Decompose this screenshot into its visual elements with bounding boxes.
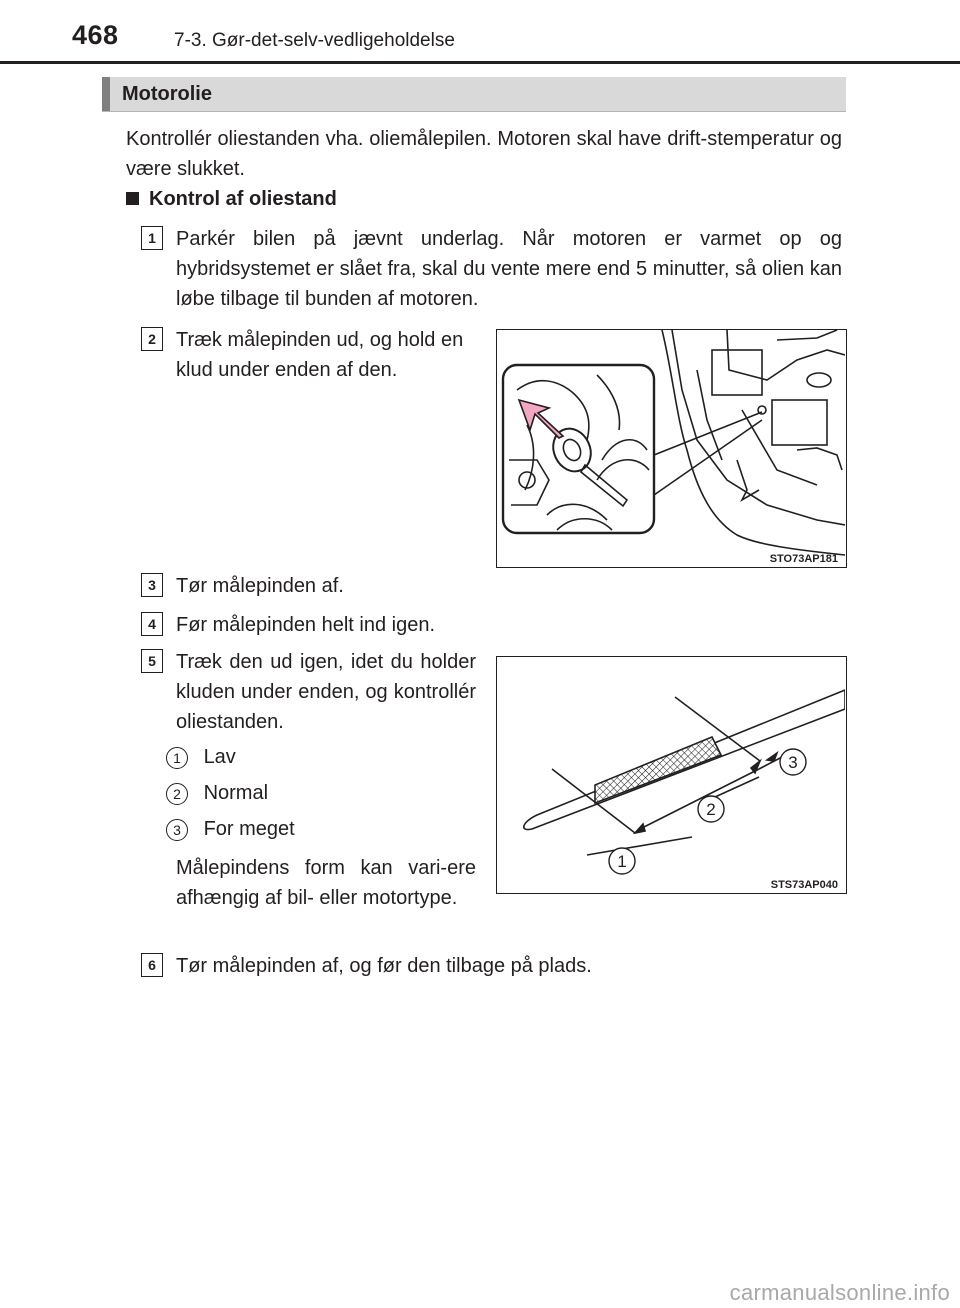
square-bullet-icon: [126, 192, 139, 205]
header-divider: [0, 61, 960, 64]
section-accent: [102, 77, 110, 111]
callout-1-label: 1: [617, 852, 627, 871]
callout-2-marker: 2: [166, 783, 188, 805]
step-text-3: Tør målepinden af.: [176, 575, 344, 597]
step-number-4: 4: [141, 612, 163, 636]
legend-label: For meget: [203, 818, 295, 840]
figure-code: STO73AP181: [769, 553, 838, 565]
step-text-2: Træk målepinden ud, og hold en klud under enden af den.: [176, 329, 464, 381]
callout-2-label: 2: [706, 800, 716, 819]
legend-item-low: [166, 746, 236, 769]
step-text-4: Før målepinden helt ind igen.: [176, 614, 436, 636]
chapter-title: 7-3. Gør-det-selv-vedligeholdelse: [174, 30, 455, 51]
figure-code: STS73AP040: [770, 879, 838, 891]
section-intro: Kontrollér oliestanden vha. oliemålepilen. Motoren skal have drift-stemperatur og være slukket.: [126, 128, 842, 180]
step-text-5: Træk den ud igen, idet du holder kluden under enden, og kontrollér oliestanden.: [176, 651, 476, 733]
engine-bay-illustration: [497, 330, 845, 566]
subsection-title: Kontrol af oliestand: [149, 188, 337, 210]
legend-label: Lav: [203, 746, 236, 768]
callout-3-marker: 3: [166, 819, 188, 841]
legend-item-normal: [166, 782, 268, 805]
engine-bay-figure: [496, 329, 847, 568]
section-heading-bar: [102, 77, 846, 112]
page-number: 468: [72, 20, 119, 50]
legend-item-too-much: [166, 818, 295, 841]
step-number-3: 3: [141, 573, 163, 597]
step-text-1: Parkér bilen på jævnt underlag. Når motoren er varmet op og hybridsystemet er slået fra, skal du vente mere end 5 minutter, så olien kan løbe tilbage til bunden af motoren.: [176, 228, 842, 310]
step-number-2: 2: [141, 327, 163, 351]
dipstick-illustration: [497, 657, 845, 892]
callout-1-marker: 1: [166, 747, 188, 769]
subsection-heading: [126, 188, 337, 211]
dipstick-figure: [496, 656, 847, 894]
callout-3-label: 3: [788, 753, 798, 772]
step-text-6: Tør målepinden af, og før den tilbage på plads.: [176, 955, 592, 977]
watermark: carmanualsonline.info: [729, 1280, 950, 1305]
step-number-6: 6: [141, 953, 163, 977]
step-number-5: 5: [141, 649, 163, 673]
section-title: Motorolie: [122, 83, 212, 105]
legend-label: Normal: [203, 782, 269, 804]
note-text: Målepindens form kan vari-ere afhængig af bil- eller motortype.: [176, 857, 476, 909]
step-number-1: 1: [141, 226, 163, 250]
